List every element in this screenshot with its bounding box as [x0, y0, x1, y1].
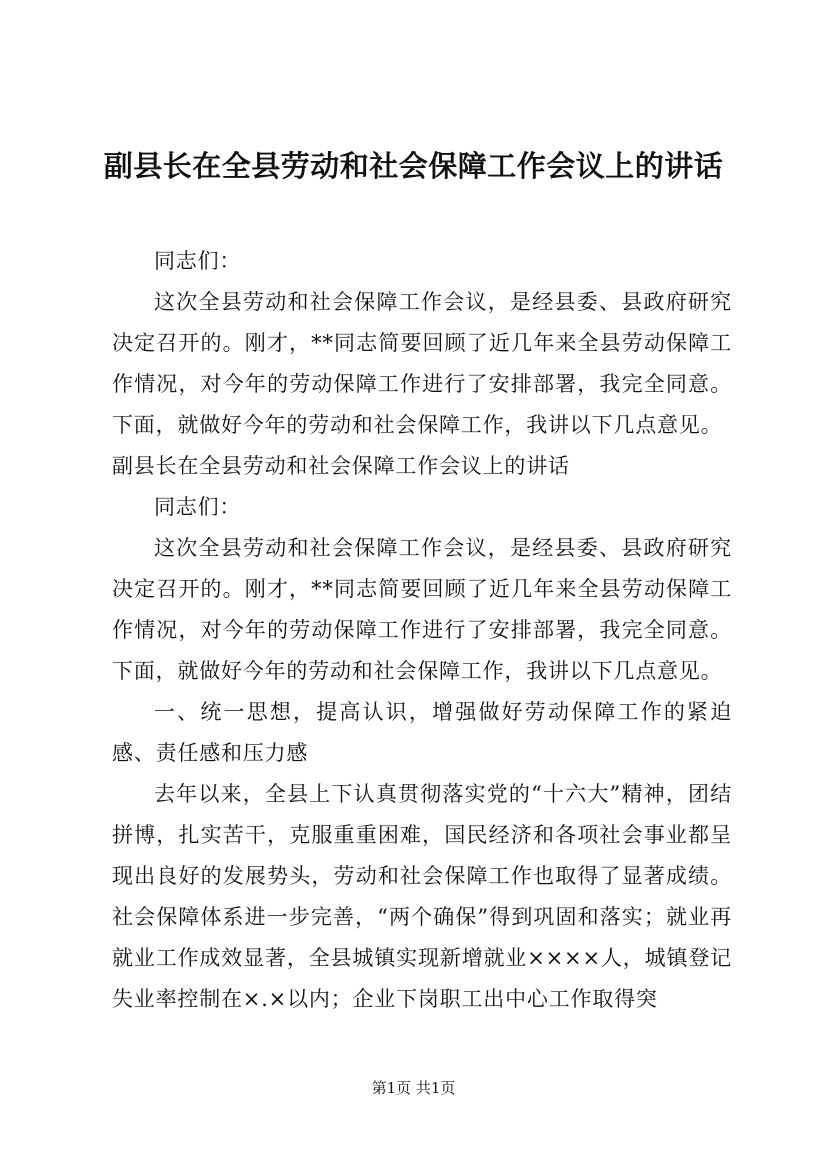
paragraph: 这次全县劳动和社会保障工作会议，是经县委、县政府研究决定召开的。刚才，**同志简要回顾了近几年来全县劳动保障工作情况，对今年的劳动保障工作进行了安排部署，我完全同意。下面，就做好今年的劳动和社会保障工作，我讲以下几点意见。 [112, 290, 732, 437]
paragraph: 去年以来，全县上下认真贯彻落实党的“十六大”精神，团结拼博，扎实苦干，克服重重困难，国民经济和各项社会事业都呈现出良好的发展势头，劳动和社会保障工作也取得了显著成绩。社会保障体系进一步完善，“两个确保”得到巩固和落实；就业再就业工作成效显著，全县城镇实现新增就业××××人，城镇登记失业率控制在×.×以内；企业下岗职工出中心工作取得突 [112, 782, 732, 1011]
paragraph: 同志们： [154, 495, 242, 519]
section-heading: 一、统一思想，提高认识，增强做好劳动保障工作的紧迫感、责任感和压力感 [112, 700, 732, 765]
paragraph: 同志们： [154, 249, 242, 273]
document-body [112, 241, 732, 1020]
paragraph: 副县长在全县劳动和社会保障工作会议上的讲话 [112, 454, 570, 478]
paragraph: 这次全县劳动和社会保障工作会议，是经县委、县政府研究决定召开的。刚才，**同志简要回顾了近几年来全县劳动保障工作情况，对今年的劳动保障工作进行了安排部署，我完全同意。下面，就做好今年的劳动和社会保障工作，我讲以下几点意见。 [112, 536, 732, 683]
document-title: 副县长在全县劳动和社会保障工作会议上的讲话 [103, 149, 724, 183]
page-footer: 第1页 共1页 [371, 1079, 456, 1097]
